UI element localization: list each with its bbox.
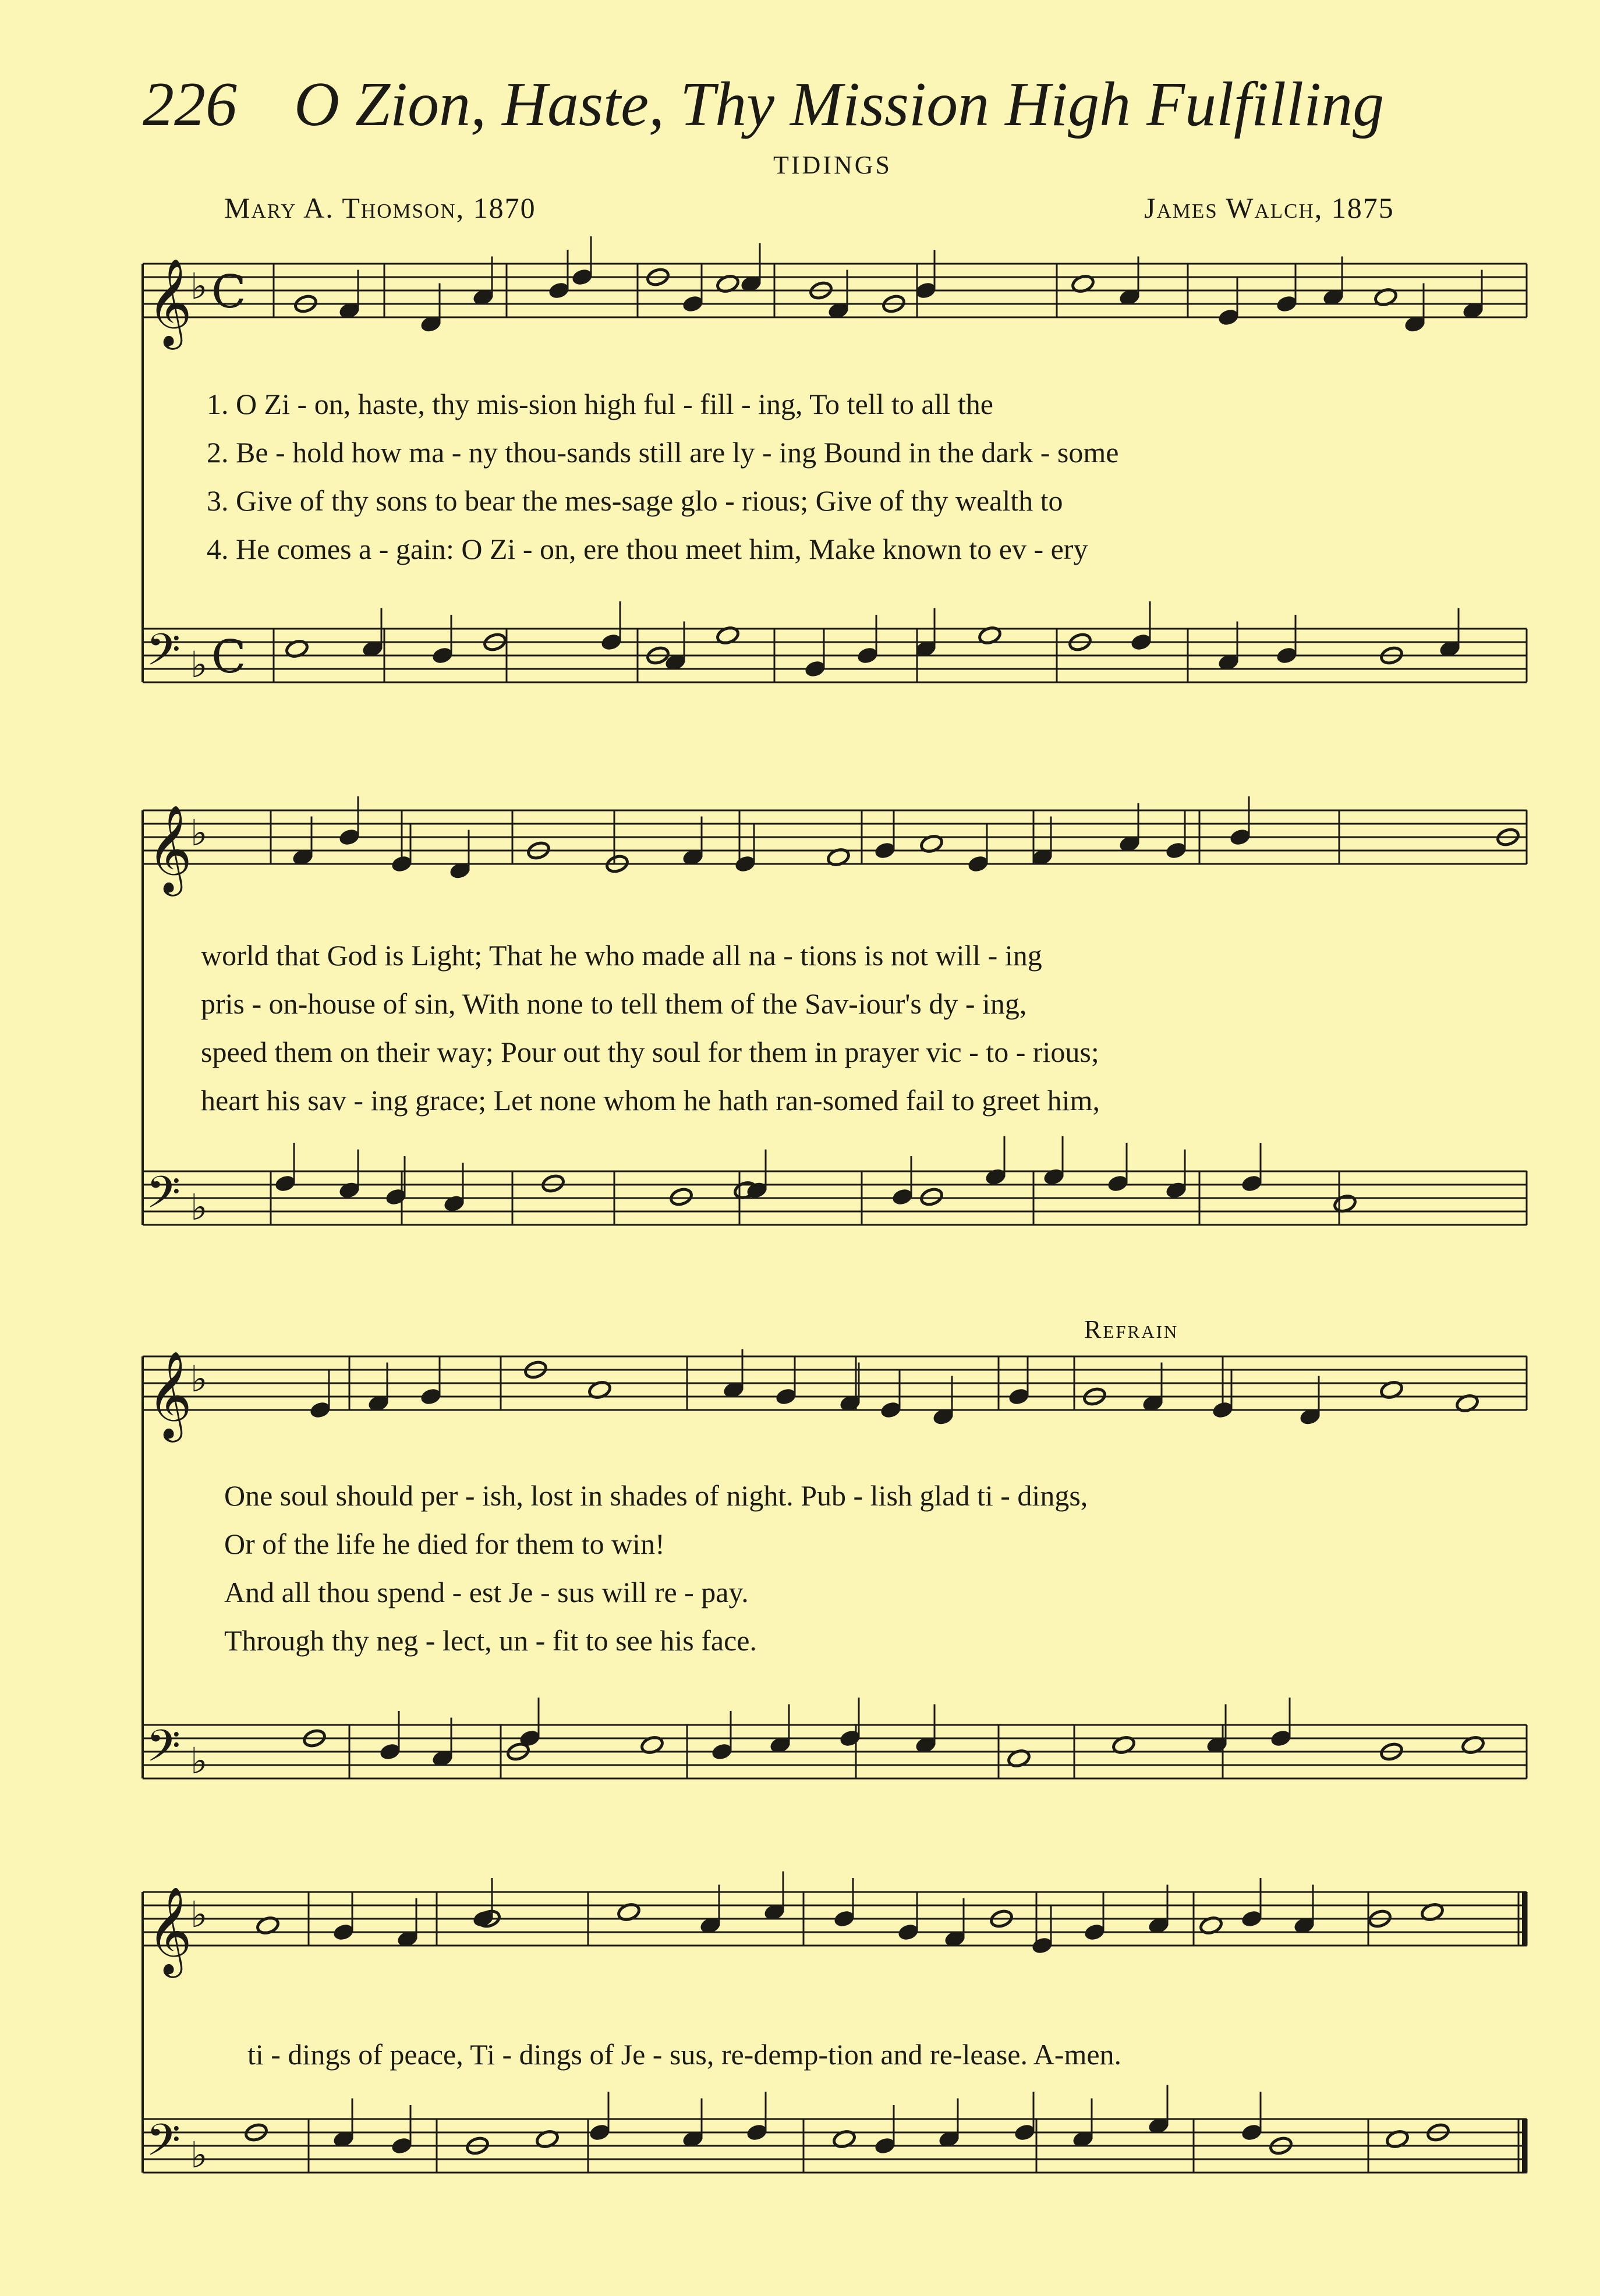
- lyric-line: And all thou spend - est Je - sus will re - pay.: [224, 1576, 749, 1608]
- bass-clef-icon: 𝄢: [146, 1167, 181, 1229]
- common-time-icon: C: [211, 266, 246, 318]
- hymn-title: O Zion, Haste, Thy Mission High Fulfilling: [294, 70, 1385, 139]
- final-bar: [1522, 2119, 1527, 2173]
- tune-name: TIDINGS: [773, 151, 892, 179]
- flat-icon: ♭: [190, 812, 208, 854]
- lyric-line: Through thy neg - lect, un - fit to see his face.: [224, 1624, 757, 1657]
- author-credit: Mary A. Thomson, 1870: [224, 192, 536, 224]
- lyric-line: One soul should per - ish, lost in shades of night. Pub - lish glad ti - dings,: [224, 1479, 1088, 1512]
- treble-clef-icon: 𝄞: [147, 1350, 192, 1438]
- bass-clef-icon: 𝄢: [146, 2114, 181, 2177]
- lyric-line: 1. O Zi - on, haste, thy mis-sion high ful - fill - ing, To tell to all the: [207, 388, 993, 420]
- lyric-line: 4. He comes a - gain: O Zi - on, ere thou meet him, Make known to ev - ery: [207, 533, 1088, 565]
- composer-credit: James Walch, 1875: [1144, 192, 1394, 224]
- flat-icon: ♭: [190, 643, 208, 686]
- bass-clef-icon: 𝄢: [146, 624, 181, 686]
- flat-icon: ♭: [190, 265, 208, 307]
- refrain-label: Refrain: [1084, 1315, 1179, 1344]
- lyric-line: ti - dings of peace, Ti - dings of Je - sus, re-demp-tion and re-lease. A-men.: [247, 2038, 1122, 2071]
- flat-icon: ♭: [190, 1358, 208, 1400]
- final-bar: [1522, 1892, 1527, 1946]
- note-head: [669, 1187, 693, 1207]
- common-time-icon: C: [211, 631, 246, 683]
- treble-clef-icon: 𝄞: [147, 257, 192, 346]
- lyric-line: speed them on their way; Pour out thy soul for them in prayer vic - to - rious;: [201, 1036, 1099, 1068]
- flat-icon: ♭: [190, 1186, 208, 1228]
- lyric-line: 2. Be - hold how ma - ny thou-sands still are ly - ing Bound in the dark - some: [207, 436, 1119, 469]
- note-head: [919, 1187, 944, 1207]
- note-head: [541, 1174, 565, 1194]
- hymn-number: 226: [143, 70, 237, 139]
- bass-clef-icon: 𝄢: [146, 1720, 181, 1783]
- treble-clef-icon: 𝄞: [147, 1886, 192, 1974]
- flat-icon: ♭: [190, 2134, 208, 2176]
- lyric-line: 3. Give of thy sons to bear the mes-sage glo - rious; Give of thy wealth to: [207, 484, 1063, 517]
- lyric-line: heart his sav - ing grace; Let none whom he hath ran-somed fail to greet him,: [201, 1084, 1100, 1117]
- lyric-line: world that God is Light; That he who made all na - tions is not will - ing: [201, 939, 1042, 972]
- flat-icon: ♭: [190, 1893, 208, 1936]
- lyric-line: Or of the life he died for them to win!: [224, 1528, 665, 1560]
- flat-icon: ♭: [190, 1739, 208, 1782]
- lyric-line: pris - on-house of sin, With none to tell them of the Sav-iour's dy - ing,: [201, 987, 1027, 1020]
- treble-clef-icon: 𝄞: [147, 804, 192, 892]
